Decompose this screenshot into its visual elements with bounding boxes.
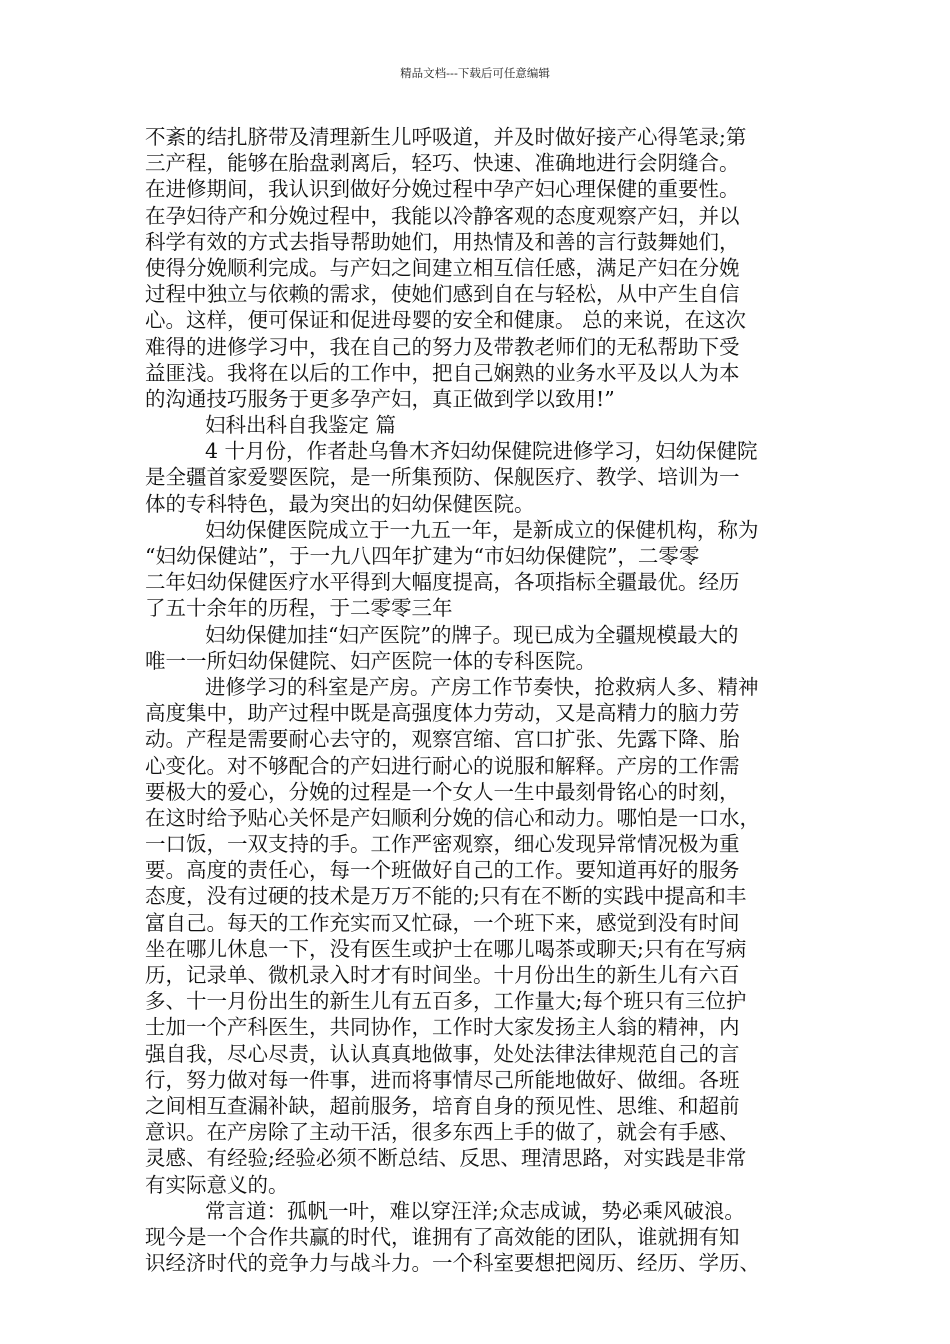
body-text-line: 现今是一个合作共赢的时代，谁拥有了高效能的团队，谁就拥有知	[145, 1224, 740, 1249]
body-text-line: 难得的进修学习中，我在自己的努力及带教老师们的无私帮助下受	[145, 334, 740, 359]
page-header: 精品文档---下载后可任意编辑	[400, 66, 550, 80]
body-text-line: 心。这样，便可保证和促进母婴的安全和健康。 总的来说，在这次	[145, 308, 747, 333]
body-text-line: 一口饭，一双支持的手。工作严密观察，细心发现异常情况极为重	[145, 832, 740, 857]
body-text-line: 是全疆首家爱婴医院，是一所集预防、保舰医疗、教学、培训为一	[145, 465, 740, 490]
body-text-line: 妇科出科自我鉴定 篇	[205, 413, 397, 438]
body-text-line: 历，记录单、微机录入时才有时间坐。十月份出生的新生儿有六百	[145, 963, 740, 987]
body-text-line: 动。产程是需要耐心去守的，观察宫缩、宫口扩张、先露下降、胎	[145, 727, 740, 752]
body-text-line: 态度，没有过硬的技术是万万不能的;只有在不断的实践中提高和丰	[145, 884, 747, 909]
body-text-line: 妇幼保健加挂“妇产医院”的牌子。现已成为全疆规模最大的	[205, 622, 739, 647]
body-text-line: 在这时给予贴心关怀是产妇顺利分娩的信心和动力。哪怕是一口水，	[145, 805, 760, 830]
body-text-line: 心变化。对不够配合的产妇进行耐心的说服和解释。产房的工作需	[145, 753, 740, 778]
body-text-line: 在孕妇待产和分娩过程中，我能以冷静客观的态度观察产妇，并以	[145, 203, 740, 228]
body-text-line: 了五十余年的历程，于二零零三年	[145, 596, 453, 621]
body-text-line: 过程中独立与依赖的需求，使她们感到自在与轻松，从中产生自信	[145, 282, 740, 307]
body-text-line: 灵感、有经验;经验必须不断总结、反思、理清思路，对实践是非常	[145, 1146, 747, 1171]
body-text-line: 常言道：孤帆一叶，难以穿汪洋;众志成诚，势必乘风破浪。	[205, 1198, 745, 1223]
body-text-line: 4 十月份，作者赴乌鲁木齐妇幼保健院进修学习，妇幼保健院	[205, 439, 758, 464]
body-text-line: 使得分娩顺利完成。与产妇之间建立相互信任感，满足产妇在分娩	[145, 255, 740, 280]
body-text-line: 唯一一所妇幼保健院、妇产医院一体的专科医院。	[145, 648, 596, 673]
body-text-line: “妇幼保健站”，于一九八四年扩建为“市妇幼保健院”，二零零	[145, 544, 700, 568]
body-text-line: 科学有效的方式去指导帮助她们，用热情及和善的言行鼓舞她们，	[145, 229, 740, 254]
body-text-line: 三产程，能够在胎盘剥离后，轻巧、快速、准确地进行会阴缝合。	[145, 151, 740, 176]
body-text-line: 意识。在产房除了主动干活，很多东西上手的做了，就会有手感、	[145, 1120, 740, 1145]
body-text-line: 之间相互查漏补缺，超前服务，培育自身的预见性、思维、和超前	[145, 1093, 740, 1118]
document-body	[145, 124, 815, 1276]
body-text-line: 体的专科特色，最为突出的妇幼保健医院。	[145, 491, 535, 516]
body-text-line: 在进修期间，我认识到做好分娩过程中孕产妇心理保健的重要性。	[145, 177, 740, 202]
body-text-line: 益匪浅。我将在以后的工作中，把自己娴熟的业务水平及以人为本	[145, 360, 740, 385]
body-text-line: 要极大的爱心，分娩的过程是一个女人一生中最刻骨铭心的时刻，	[145, 779, 740, 804]
body-text-line: 进修学习的科室是产房。产房工作节奏快，抢救病人多、精神	[205, 674, 759, 699]
body-text-line: 强自我，尽心尽责，认认真真地做事，处处法律法律规范自己的言	[145, 1041, 740, 1066]
body-text-line: 有实际意义的。	[145, 1172, 289, 1197]
body-text-line: 不紊的结扎脐带及清理新生儿呼吸道，并及时做好接产心得笔录;第	[145, 125, 747, 149]
body-text-line: 多、十一月份出生的新生儿有五百多，工作量大;每个班只有三位护	[145, 989, 747, 1014]
body-text-line: 二年妇幼保健医疗水平得到大幅度提高，各项指标全疆最优。经历	[145, 570, 740, 595]
body-text-line: 士加一个产科医生，共同协作，工作时大家发扬主人翁的精神，内	[145, 1015, 740, 1040]
body-text-line: 妇幼保健医院成立于一九五一年，是新成立的保健机构，称为	[205, 517, 759, 542]
body-text-line: 识经济时代的竞争力与战斗力。一个科室要想把阅历、经历、学历、	[145, 1251, 760, 1276]
body-text-line: 高度集中，助产过程中既是高强度体力劳动，又是高精力的脑力劳	[145, 701, 740, 726]
body-text-line: 的沟通技巧服务于更多孕产妇，真正做到学以致用!”	[145, 386, 615, 411]
body-text-line: 要。高度的责任心，每一个班做好自己的工作。要知道再好的服务	[145, 858, 740, 883]
body-text-line: 富自己。每天的工作充实而又忙碌，一个班下来，感觉到没有时间	[145, 910, 740, 935]
body-text-line: 坐在哪儿休息一下，没有医生或护士在哪儿喝茶或聊天;只有在写病	[145, 936, 747, 961]
body-text-line: 行，努力做对每一件事，进而将事情尽己所能地做好、做细。各班	[145, 1067, 740, 1092]
